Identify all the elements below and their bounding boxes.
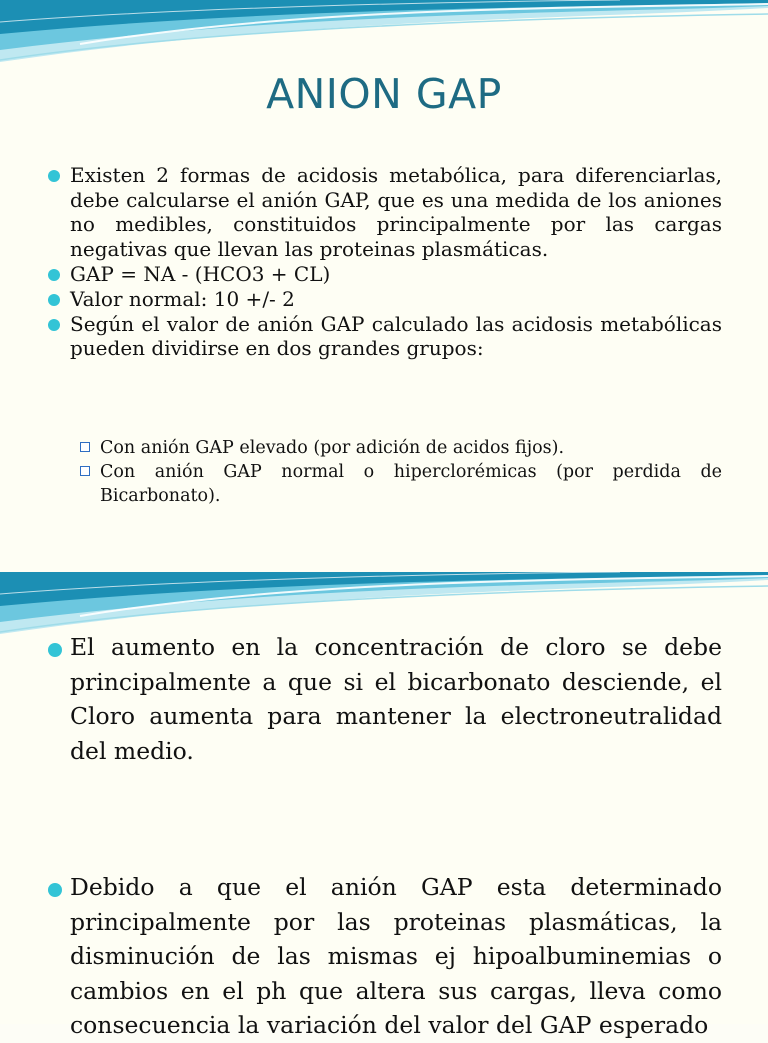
list-item	[48, 287, 722, 312]
bullet-dot-icon	[48, 170, 60, 182]
slide-title: ANION GAP	[266, 70, 502, 118]
checkbox-square-icon	[80, 466, 90, 476]
bullet-text: Debido a que el anión GAP esta determinado principalmente por las proteinas plasmáticas, la disminución de las mismas ej hipoalbuminemias o cambios en el ph que altera sus cargas, lleva como consecuencia la variación del valor del GAP esperado	[70, 873, 722, 1039]
sub-bullet-text: Con anión GAP normal o hiperclorémicas (por perdida de Bicarbonato).	[100, 462, 722, 506]
sub-list-item	[78, 436, 722, 460]
bullet-dot-icon	[48, 319, 60, 331]
sub-bullet-list	[78, 436, 722, 508]
bullet-dot-icon	[48, 643, 62, 657]
sub-bullet-text: Con anión GAP elevado (por adición de acidos fijos).	[100, 438, 565, 458]
bullet-text: GAP = NA - (HCO3 + CL)	[70, 261, 331, 286]
bullet-dot-icon	[48, 883, 62, 897]
bullet-text: Valor normal: 10 +/- 2	[70, 286, 295, 311]
bullet-text: Según el valor de anión GAP calculado las acidosis metabólicas pueden dividirse en dos grandes grupos:	[70, 311, 722, 360]
list-item	[48, 312, 722, 361]
slide-2	[0, 572, 768, 1039]
list-item	[48, 870, 722, 1043]
checkbox-square-icon	[80, 442, 90, 452]
bullet-text: El aumento en la concentración de cloro se debe principalmente a que si el bicarbonato desciende, el Cloro aumenta para mantener la electroneutralidad del medio.	[70, 633, 722, 765]
bullet-list	[48, 630, 722, 1043]
list-item	[48, 630, 722, 768]
bullet-dot-icon	[48, 294, 60, 306]
bullet-dot-icon	[48, 269, 60, 281]
spacer	[48, 768, 722, 870]
list-item	[48, 262, 722, 287]
list-item	[48, 163, 722, 261]
header-wave-decoration	[0, 0, 768, 70]
bullet-list	[48, 163, 722, 361]
sub-list-item	[78, 460, 722, 508]
bullet-text: Existen 2 formas de acidosis metabólica, para diferenciarlas, debe calcularse el anión GAP, que es una medida de los aniones no medibles, constituidos principalmente por las cargas negativas que llevan las proteinas plasmáticas.	[70, 163, 722, 261]
